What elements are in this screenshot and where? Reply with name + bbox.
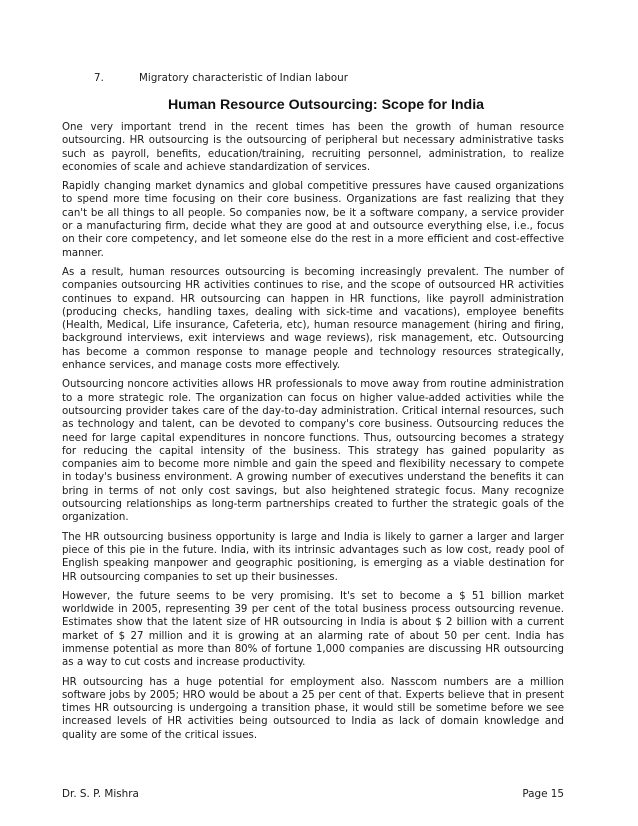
item-number: 7. [94, 73, 104, 84]
footer-page-number: Page 15 [522, 788, 564, 800]
page-footer [62, 788, 564, 800]
section-title: Human Resource Outsourcing: Scope for India [167, 97, 485, 113]
paragraph: As a result, human resources outsourcing is becoming increasingly prevalent. The number of companies outsourcing HR activities continues to rise, and the scope of outsourced HR activities continues to expand. HR outsourcing can happen in HR functions, like payroll administration (producing checks, handling taxes, dealing with sick-time and vacations), employee benefits (Health, Medical, Life insurance, Cafeteria, etc), human resource management (hiring and firing, background interviews, exit interviews and wage reviews), risk management, etc. Outsourcing has become a common response to manage people and technology resources strategically, enhance services, and manage costs more effectively. [62, 266, 564, 372]
numbered-item [94, 73, 348, 84]
paragraph: However, the future seems to be very promising. It's set to become a $ 51 billion market worldwide in 2005, representing 39 per cent of the total business process outsourcing revenue. Estimates show that the latent size of HR outsourcing in India is about $ 2 billion with a current market of $ 27 million and it is growing at an alarming rate of about 50 per cent. India has immense potential as more than 80% of fortune 1,000 companies are discussing HR outsourcing as a way to cut costs and increase productivity. [62, 590, 564, 669]
paragraph: HR outsourcing has a huge potential for employment also. Nasscom numbers are a million software jobs by 2005; HRO would be about a 25 per cent of that. Experts believe that in present times HR outsourcing is undergoing a transition phase, it would still be sometime before we see increased levels of HR activities being outsourced to India as lack of domain knowledge and quality are some of the critical issues. [62, 676, 564, 741]
footer-author: Dr. S. P. Mishra [62, 788, 139, 800]
body-text [62, 121, 564, 748]
paragraph: Rapidly changing market dynamics and global competitive pressures have caused organizations to spend more time focusing on their core business. Organizations are fast realizing that they can't be all things to all people. So companies now, be it a software company, a service provider or a manufacturing firm, decide what they are good at and outsource everything else, i.e., focus on their core competency, and let someone else do the rest in a more efficient and cost-effective manner. [62, 181, 564, 259]
paragraph: The HR outsourcing business opportunity is large and India is likely to garner a larger and larger piece of this pie in the future. India, with its intrinsic advantages such as low cost, ready pool of English speaking manpower and geographic positioning, is emerging as a viable destination for HR outsourcing companies to set up their businesses. [62, 531, 564, 583]
paragraph: Outsourcing noncore activities allows HR professionals to move away from routine administration to a more strategic role. The organization can focus on higher value-added activities while the outsourcing provider takes care of the day-to-day administration. Critical internal resources, such as technology and talent, can be devoted to company's core business. Outsourcing reduces the need for large capital expenditures in noncore functions. Thus, outsourcing becomes a strategy for reducing the capital intensity of the business. This strategy has gained popularity as companies aim to become more nimble and gain the speed and flexibility necessary to compete in today's business environment. A growing number of executives understand the benefits it can bring in terms of not only cost savings, but also heightened strategic focus. Many recognize outsourcing relationships as long-term partnerships created to further the strategic goals of the organization. [62, 379, 564, 524]
item-text: Migratory characteristic of Indian labour [139, 73, 349, 84]
paragraph: One very important trend in the recent times has been the growth of human resource outsourcing. HR outsourcing is the outsourcing of peripheral but necessary administrative tasks such as payroll, benefits, education/training, recruiting personnel, administration, to realize economies of scale and achieve standardization of services. [62, 122, 564, 173]
